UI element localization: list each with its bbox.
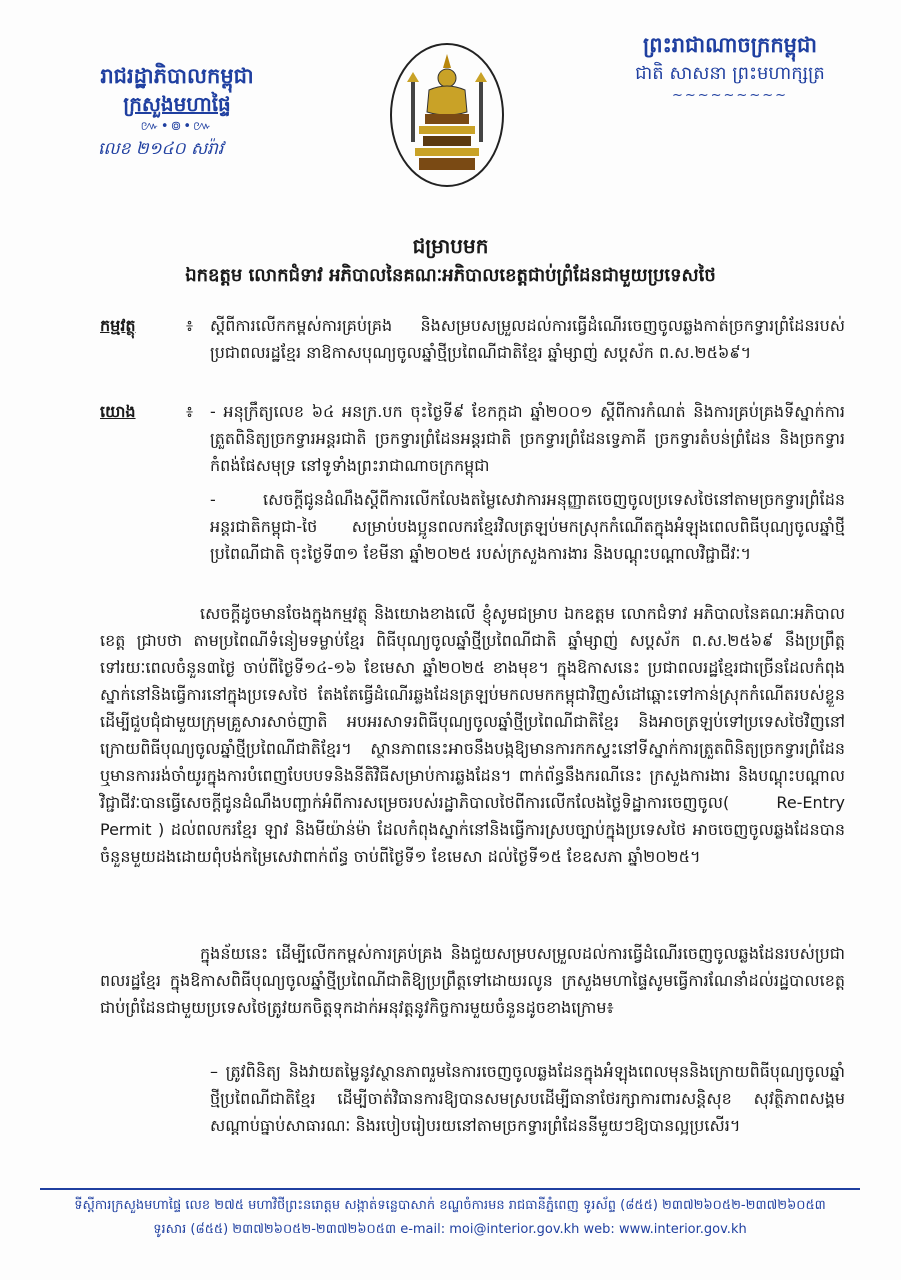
kingdom-name: ព្រះរាជាណាចក្រកម្ពុជា (642, 33, 817, 57)
subject-label: កម្មវត្ថុ (100, 316, 136, 335)
footer-contact: ទូរសារ (៨៥៥) ២៣៧២៦០៥២-២៣៧២៦០៥៣ e-mail: moi@interior.gov.kh web: www.interior.gov.kh (153, 1222, 747, 1237)
government-name: រាជរដ្ឋាភិបាលកម្ពុជា (100, 64, 254, 88)
ministry-name: ក្រសួងមហាផ្ទៃ (123, 92, 231, 116)
subject-row (100, 312, 845, 366)
royal-emblem-icon (389, 42, 505, 188)
document-number: លេខ ២១៤០ សរ៉ាវ (98, 139, 224, 159)
notice-title: ជម្រាបមក (412, 234, 489, 258)
body-paragraph-1: សេចក្តីដូចមានចែងក្នុងកម្មវត្ថុ និងយោងខាងលើ ខ្ញុំសូមជម្រាប ឯកឧត្តម លោកជំទាវ អភិបាលនៃគណៈអភិបាលខេត្ត ជ្រាបថា តាមប្រពៃណីទំនៀមទម្លាប់ខ្មែរ ពិធីបុណ្យចូលឆ្នាំថ្មីប្រពៃណីជាតិ ឆ្នាំម្សាញ់ សប្តស័ក ព.ស.២៥៦៩ នឹងប្រព្រឹត្តទៅរយៈពេលចំនួន៣ថ្ងៃ ចាប់ពីថ្ងៃទី១៤-១៦ ខែមេសា ឆ្នាំ២០២៥ ខាងមុខ។ ក្នុងឱកាសនេះ ប្រជាពលរដ្ឋខ្មែរជាច្រើនដែលកំពុងស្នាក់នៅនិងធ្វើការនៅក្នុងប្រទេសថៃ តែងតែធ្វើដំណើរឆ្លងដែនត្រឡប់មកលមកកម្ពុជាវិញសំដៅឆ្ពោះទៅកាន់ស្រុកកំណើតរបស់ខ្លួន ដើម្បីជួបជុំជាមួយក្រុមគ្រួសារសាច់ញាតិ អបអរសាទរពិធីបុណ្យចូលឆ្នាំថ្មីប្រពៃណីជាតិខ្មែរ និងអាចត្រឡប់ទៅប្រទេសថៃវិញនៅក្រោយពិធីបុណ្យចូលឆ្នាំថ្មីប្រពៃណីជាតិខ្មែរ។ ស្ថានភាពនេះអាចនឹងបង្កឱ្យមានការកកស្ទះនៅទីស្នាក់ការត្រួតពិនិត្យច្រកទ្វារព្រំដែន ឬមានការរង់ចាំយូរក្នុងការបំពេញបែបបទនិងនីតិវិធីសម្រាប់ការឆ្លងដែន។ ពាក់ព័ន្ធនឹងករណីនេះ ក្រសួងការងារ និងបណ្តុះបណ្តាលវិជ្ជាជីវៈបានធ្វើសេចក្តីជូនដំណឹងបញ្ជាក់អំពីការសម្រេចរបស់រដ្ឋាភិបាលថៃពីការលើកលែងថ្លៃទិដ្ឋាការចេញចូល( Re-Entry Permit ) ដល់ពលករខ្មែរ ឡាវ និងមីយ៉ាន់ម៉ា ដែលកំពុងស្នាក់នៅនិងធ្វើការស្របច្បាប់ក្នុងប្រទេសថៃ អាចចេញចូលឆ្លងដែនបានចំនួនមួយដងដោយពុំបង់កម្រៃសេវាពាក់ព័ន្ធ ចាប់ពីថ្ងៃទី១ ខែមេសា ដល់ថ្ងៃទី១៥ ខែឧសភា ឆ្នាំ២០២៥។ (100, 604, 845, 866)
kingdom-header (590, 30, 870, 103)
reference-row (100, 398, 845, 479)
ministry-header (62, 62, 292, 162)
instruction-bullet: – ត្រូវពិនិត្យ និងវាយតម្លៃនូវស្ថានភាពរួមនៃការចេញចូលឆ្លងដែនក្នុងអំឡុងពេលមុននិងក្រោយពិធីបុណ្យចូលឆ្នាំថ្មីប្រពៃណីជាតិខ្មែរ ដើម្បីចាត់វិធានការឱ្យបានសមស្របដើម្បីធានាថែរក្សាការពារសន្តិសុខ សុវត្ថិភាពសង្គម សណ្តាប់ធ្នាប់សាធារណៈ និងរបៀបរៀបរយនៅតាមច្រកទ្វារព្រំដែននីមួយៗឱ្យបានល្អប្រសើរ។ (210, 1062, 845, 1135)
subject-colon: ៖ (186, 316, 194, 335)
body-paragraph-2: ក្នុងន័យនេះ ដើម្បីលើកកម្ពស់ការគ្រប់គ្រង និងជួយសម្របសម្រួលដល់ការធ្វើដំណើរចេញចូលឆ្លងដែនរបស់ប្រជាពលរដ្ឋខ្មែរ ក្នុងឱកាសពិធីបុណ្យចូលឆ្នាំថ្មីប្រពៃណីជាតិឱ្យប្រព្រឹត្តទៅដោយរលូន ក្រសួងមហាផ្ទៃសូមធ្វើការណែនាំដល់រដ្ឋបាលខេត្តជាប់ព្រំដែនជាមួយប្រទេសថៃត្រូវយកចិត្តទុកដាក់អនុវត្តនូវកិច្ចការមួយចំនួនដូចខាងក្រោម៖ (100, 944, 845, 1017)
footer-address: ទីស្តីការក្រសួងមហាផ្ទៃ លេខ ២៧៥ មហាវិថីព្រះនរោត្តម សង្កាត់ទន្លេបាសាក់ ខណ្ឌចំការមន រាជធានីភ្នំពេញ ទូរស័ព្ទ (៨៥៥) ២៣៧២៦០៥២-២៣៧២៦០៥៣ (74, 1198, 826, 1213)
reference-colon: ៖ (186, 402, 194, 421)
reference-label: យោង (100, 402, 136, 421)
motto-ornament: ~~~~~~~~~ (671, 88, 789, 103)
reference-item-1: - អនុក្រឹត្យលេខ ៦៤ អនក្រ.បក ចុះថ្ងៃទី៩ ខែកក្កដា ឆ្នាំ២០០១ ស្តីពីការកំណត់ និងការគ្រប់គ្រងទីស្នាក់ការត្រួតពិនិត្យច្រកទ្វារអន្តរជាតិ ច្រកទ្វារព្រំដែនអន្តរជាតិ ច្រកទ្វារព្រំដែនទ្វេភាគី ច្រកទ្វារតំបន់ព្រំដែន និងច្រកទ្វារកំពង់ផែសមុទ្រ នៅទូទាំងព្រះរាជាណាចក្រកម្ពុជា (210, 402, 845, 475)
national-motto: ជាតិ សាសនា ព្រះមហាក្សត្រ (635, 63, 825, 84)
header-ornament: ៚•៙•៚ (140, 119, 214, 134)
subject-text: ស្តីពីការលើកកម្ពស់ការគ្រប់គ្រង និងសម្របសម្រួលដល់ការធ្វើដំណើរចេញចូលឆ្លងកាត់ច្រកទ្វារព្រំដែនរបស់ប្រជាពលរដ្ឋខ្មែរ នាឱកាសបុណ្យចូលឆ្នាំថ្មីប្រពៃណីជាតិខ្មែរ ឆ្នាំម្សាញ់ សប្តស័ក ព.ស.២៥៦៩។ (210, 316, 845, 362)
reference-item-2: - សេចក្តីជូនដំណឹងស្តីពីការលើកលែងតម្លៃសេវាការអនុញ្ញាតចេញចូលប្រទេសថៃនៅតាមច្រកទ្វារព្រំដែនអន្តរជាតិកម្ពុជា-ថៃ សម្រាប់បងប្អូនពលករខ្មែរវិលត្រឡប់មកស្រុកកំណើតក្នុងអំឡុងពេលពិធីបុណ្យចូលឆ្នាំថ្មី ប្រពៃណីជាតិ ចុះថ្ងៃទី៣១ ខែមីនា ឆ្នាំ២០២៥ របស់ក្រសួងការងារ និងបណ្តុះបណ្តាលវិជ្ជាជីវៈ។ (210, 490, 845, 563)
addressee: ឯកឧត្តម លោកជំទាវ អភិបាលនៃគណៈអភិបាលខេត្តជាប់ព្រំដែនជាមួយប្រទេសថៃ (185, 265, 716, 286)
footer-divider (40, 1188, 860, 1190)
